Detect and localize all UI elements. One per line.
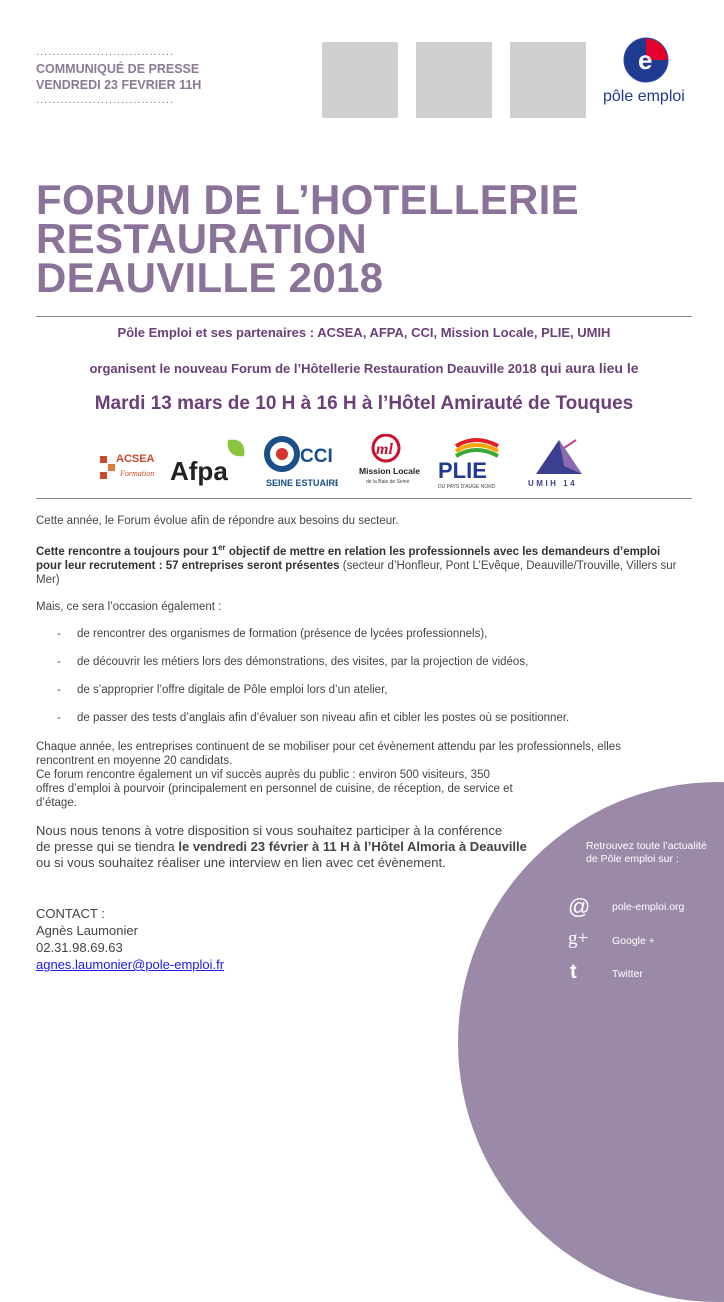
- bullet-mark: -: [57, 712, 61, 724]
- forum-title: [36, 176, 579, 301]
- objective-bold-b: objectif de mettre en relation les professionnels avec les demandeurs d’emploi pour leur recrutement : 57 entreprises seront présentes: [36, 545, 661, 572]
- bullet-mark: -: [57, 656, 61, 668]
- cci-logo-text: CCI: [300, 446, 333, 467]
- acsea-logo-text: ACSEA: [116, 453, 155, 465]
- organize-line-a: organisent le nouveau Forum de l’Hôtellerie Restauration Deauville 2018: [89, 361, 537, 376]
- bottom-dotted-rule: ..................................: [36, 94, 174, 106]
- social-google-plus-label: Google +: [612, 935, 655, 947]
- contact-phone: 02.31.98.69.63: [36, 940, 123, 955]
- social-link-google-plus[interactable]: [566, 928, 716, 954]
- at-icon: @: [568, 894, 591, 919]
- acsea-logo: [98, 446, 156, 482]
- event-date-line: Mardi 13 mars de 10 H à 16 H à l’Hôtel Amirauté de Touques: [94, 393, 634, 414]
- contact-name: Agnès Laumonier: [36, 923, 138, 938]
- pole-emploi-logo-letter: e: [638, 45, 653, 75]
- statistics-line-1: Chaque année, les entreprises continuent de se mobiliser pour cet évènement attendu par les professionnels, elles: [36, 741, 621, 753]
- plie-logo-graphic: [436, 436, 502, 490]
- top-dotted-rule: ..................................: [36, 46, 174, 58]
- conference-line-3: ou si vous souhaitez réaliser une interview en lien avec cet évènement.: [36, 855, 446, 870]
- afpa-logo-graphic: [168, 436, 250, 488]
- statistics-line-2: rencontrent en moyenne 20 candidats.: [36, 755, 233, 767]
- social-heading: [586, 840, 707, 866]
- cci-logo-graphic: [264, 434, 338, 490]
- logos-divider: [36, 498, 692, 499]
- afpa-logo: [168, 436, 250, 488]
- social-heading-line-2: de Pôle emploi sur :: [586, 853, 679, 865]
- bullet-mark: -: [57, 684, 61, 696]
- title-line-3: DEAUVILLE 2018: [36, 254, 384, 301]
- statistics-line-5: d’étage.: [36, 797, 77, 809]
- conference-line-1: Nous nous tenons à votre disposition si vous souhaitez participer à la conférence: [36, 823, 503, 838]
- social-heading-line-1: Retrouvez toute l’actualité: [586, 840, 707, 852]
- title-divider: [36, 316, 692, 317]
- statistics-paragraph: [36, 740, 696, 810]
- plie-logo-text: PLIE: [438, 458, 487, 483]
- organize-line: [36, 360, 692, 376]
- conference-paragraph: [36, 823, 596, 871]
- title-line-1: FORUM DE L’HOTELLERIE: [36, 176, 579, 223]
- afpa-logo-text: Afpa: [170, 456, 228, 486]
- organize-line-b: qui aura lieu le: [536, 360, 639, 376]
- contact-label: CONTACT :: [36, 906, 105, 921]
- contact-email-link[interactable]: agnes.laumonier@pole-emploi.fr: [36, 957, 225, 972]
- intro-paragraph: Cette année, le Forum évolue afin de répondre aux besoins du secteur.: [36, 515, 399, 527]
- header-gray-block-1: [322, 42, 398, 118]
- objective-sectors: (secteur d’Honfleur, Pont L’Evêque, Deauville/Trouville, Villers sur Mer): [36, 559, 677, 586]
- bullet-mark: -: [57, 628, 61, 640]
- title-line-2: RESTAURATION: [36, 215, 368, 262]
- umih-logo: [524, 436, 594, 490]
- conference-line-2-b: le vendredi 23 février à 11 H à l’Hôtel Almoria à Deauville: [178, 839, 527, 854]
- bullet-item: de découvrir les métiers lors des démonstrations, des visites, par la projection de vidéos,: [77, 656, 529, 668]
- pole-emploi-logo-mark: [600, 36, 700, 86]
- bullet-item: de rencontrer des organismes de formation (présence de lycées professionnels),: [77, 628, 488, 640]
- plie-logo: [436, 436, 502, 490]
- conference-line-2-a: de presse qui se tiendra: [36, 839, 179, 854]
- header-gray-block-3: [510, 42, 586, 118]
- umih-logo-graphic: [524, 436, 594, 490]
- press-release-label: COMMUNIQUÉ DE PRESSE: [36, 62, 200, 76]
- umih-logo-text: UMIH 14: [528, 479, 578, 488]
- conference-line-2: [36, 839, 596, 855]
- objective-superscript: er: [218, 543, 226, 552]
- occasion-intro: Mais, ce sera l’occasion également :: [36, 601, 222, 613]
- social-link-website[interactable]: [566, 894, 716, 920]
- partners-line: Pôle Emploi et ses partenaires : ACSEA, AFPA, CCI, Mission Locale, PLIE, UMIH: [117, 325, 611, 340]
- plie-logo-subtext: DU PAYS D'AUGE NORD: [438, 484, 496, 490]
- statistics-line-4: offres d’emploi à pourvoir (principalement en personnel de cuisine, de réception, de service et: [36, 783, 513, 795]
- objective-paragraph: [36, 541, 688, 587]
- social-twitter-label: Twitter: [612, 968, 643, 980]
- cci-logo-subtext: SEINE ESTUAIRE: [266, 478, 338, 488]
- press-release-date: VENDREDI 23 FEVRIER 11H: [36, 78, 202, 92]
- google-plus-icon: g+: [568, 928, 589, 949]
- social-link-twitter[interactable]: [566, 961, 716, 987]
- mission-locale-logo-mark: ml: [376, 441, 393, 458]
- objective-bold-a: Cette rencontre a toujours pour 1: [36, 545, 219, 558]
- mission-locale-logo-graphic: [356, 434, 420, 486]
- bullet-item: de passer des tests d’anglais afin d’évaluer son niveau afin et cibler les postes où se positionner.: [77, 712, 570, 724]
- twitter-icon: t: [570, 961, 577, 983]
- mission-locale-logo: [356, 434, 420, 486]
- mission-locale-logo-subtext: de la Baie de Seine: [366, 479, 410, 485]
- pole-emploi-wordmark: pôle emploi: [603, 88, 685, 105]
- acsea-logo-subtext: Formation: [120, 469, 155, 478]
- pole-emploi-logo: [600, 36, 700, 110]
- social-website-label: pole-emploi.org: [612, 901, 685, 913]
- contact-block: [36, 905, 224, 973]
- bullet-item: de s’approprier l’offre digitale de Pôle emploi lors d’un atelier,: [77, 684, 388, 696]
- mission-locale-logo-text: Mission Locale: [359, 466, 420, 476]
- cci-logo: [264, 434, 338, 490]
- header-gray-block-2: [416, 42, 492, 118]
- acsea-logo-graphic: [98, 446, 156, 482]
- statistics-line-3: Ce forum rencontre également un vif succès auprès du public : environ 500 visiteurs, 350: [36, 769, 490, 781]
